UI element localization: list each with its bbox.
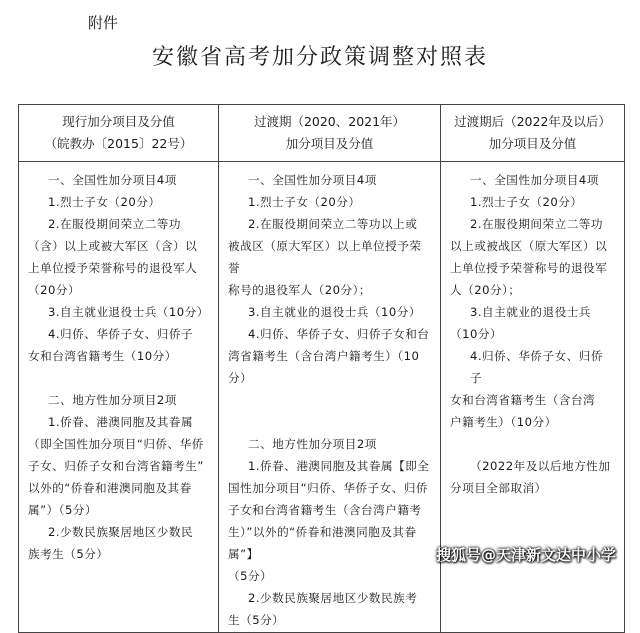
after-policy-line: 1.烈士子女（20分） — [470, 195, 583, 209]
after-policy-line: 以上或被战区（原大军区）以 — [450, 239, 608, 253]
transition-policy-line: 2.少数民族聚居地区少数民族考 — [248, 591, 418, 605]
transition-policy-cell — [219, 162, 441, 633]
current-policy-line: （含）以上或被大军区（含）以 — [28, 239, 198, 253]
header-after — [441, 105, 625, 162]
current-policy-line: 属”）（5分） — [28, 503, 98, 517]
current-policy-line: 上单位授予荣誉称号的退役军人 — [28, 261, 198, 275]
current-policy-line — [28, 367, 209, 389]
current-policy-line: 2.少数民族聚居地区少数民 — [48, 525, 194, 539]
transition-policy-line: （5分） — [228, 569, 273, 583]
after-policy-line: 上单位授予荣誉称号的退役军 — [450, 261, 608, 275]
header-current-line1: 现行加分项目及分值 — [62, 114, 175, 129]
after-policy-line: （10分） — [450, 327, 503, 341]
transition-policy-line — [228, 389, 431, 411]
current-policy-line: 以外的“侨眷和港澳同胞及其眷 — [28, 481, 192, 495]
current-policy-line: 1.烈士子女（20分） — [48, 195, 161, 209]
transition-policy-line: 子女和台湾省籍考生（含台湾户籍考 — [228, 503, 422, 517]
header-transition-line1: 过渡期（2020、2021年） — [253, 114, 406, 129]
current-policy-line: 一、全国性加分项目4项 — [48, 173, 177, 187]
header-after-line1: 过渡期后（2022年及以后） — [454, 114, 611, 129]
transition-policy-line: 3.自主就业的退役士兵（10分） — [248, 305, 421, 319]
after-policy-line: 户籍考生）（10分） — [450, 415, 557, 429]
header-current — [19, 105, 219, 162]
current-policy-line: 子女、归侨子女和台湾省籍考生” — [28, 459, 204, 473]
after-policy-line — [450, 433, 615, 455]
current-policy-line: 3.自主就业退役士兵（10分） — [48, 305, 209, 319]
transition-policy-line: 2.在服役期间荣立二等功以上或 — [248, 217, 418, 231]
current-policy-line: （即全国性加分项目“归侨、华侨 — [28, 437, 204, 451]
after-policy-line: 3.自主就业的退役士兵 — [470, 305, 591, 319]
transition-policy-line: 4.归侨、华侨子女、归侨子女和台 — [248, 327, 430, 341]
after-policy-line: 4.归侨、华侨子女、归侨子 — [470, 349, 603, 385]
current-policy-cell — [19, 162, 219, 633]
transition-policy-line: 湾省籍考生（含台湾户籍考生）（10分） — [228, 349, 420, 385]
transition-policy-line: 被战区（原大军区）以上单位授予荣誉 — [228, 239, 422, 275]
after-policy-line: 2.在服役期间荣立二等功 — [470, 217, 603, 231]
after-policy-line: 一、全国性加分项目4项 — [470, 173, 599, 187]
transition-policy-line: 生）”以外的“侨眷和港澳同胞及其眷属”】 — [228, 525, 417, 561]
after-policy-line: 人（20分）； — [450, 283, 521, 297]
transition-policy-line: 生（5分） — [228, 613, 285, 627]
current-policy-line: 1.侨眷、港澳同胞及其眷属 — [48, 415, 194, 429]
transition-policy-line — [228, 411, 431, 433]
header-row — [19, 105, 625, 162]
transition-policy-line: 称号的退役军人（20分）； — [228, 283, 371, 297]
after-policy-line: 女和台湾省籍考生（含台湾 — [450, 393, 596, 407]
after-policy-line: （2022年及以后地方性加 — [470, 459, 611, 473]
current-policy-line: （20分） — [28, 283, 81, 297]
header-current-line2: （皖教办〔2015〕22号） — [44, 136, 193, 151]
current-policy-line: 族考生（5分） — [28, 547, 109, 561]
transition-policy-line: 1.侨眷、港澳同胞及其眷属【即全 — [248, 459, 430, 473]
after-policy-line: 分项目全部取消） — [450, 481, 547, 495]
page-title: 安徽省高考加分政策调整对照表 — [151, 45, 488, 70]
watermark: 搜狐号@天津新文达中小学 — [436, 546, 617, 564]
transition-policy-line: 二、地方性加分项目2项 — [248, 437, 377, 451]
header-transition — [219, 105, 441, 162]
current-policy-line: 二、地方性加分项目2项 — [48, 393, 177, 407]
header-transition-line2: 加分项目及分值 — [285, 136, 374, 151]
attachment-label: 附件 — [88, 14, 119, 32]
current-policy-line: 女和台湾省籍考生（10分） — [28, 349, 177, 363]
transition-policy-line: 国性加分项目“归侨、华侨子女、归侨 — [228, 481, 429, 495]
current-policy-line: 2.在服役期间荣立二等功 — [48, 217, 181, 231]
header-after-line2: 加分项目及分值 — [488, 136, 577, 151]
current-policy-line: 4.归侨、华侨子女、归侨子 — [48, 327, 194, 341]
transition-policy-line: 1.烈士子女（20分） — [248, 195, 361, 209]
transition-policy-line: 一、全国性加分项目4项 — [248, 173, 377, 187]
